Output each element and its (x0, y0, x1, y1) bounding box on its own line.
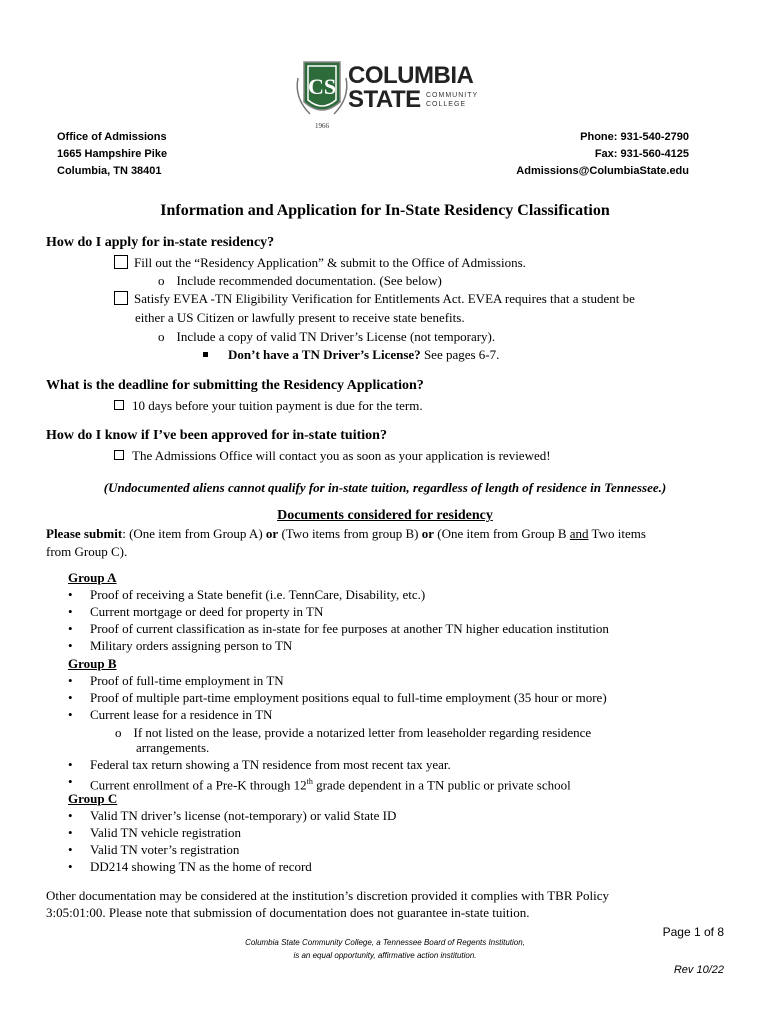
undocumented-notice: (Undocumented aliens cannot qualify for in-state tuition, regardless of length of residence in Tennessee.) (103, 480, 667, 495)
svg-text:1966: 1966 (315, 122, 329, 130)
checkbox-icon[interactable] (114, 450, 124, 460)
page-number: Page 1 of 8 (662, 925, 724, 939)
revision-date: Rev 10/22 (673, 964, 724, 976)
question-apply-heading: How do I apply for in-state residency? (46, 235, 275, 250)
list-item: • Military orders assigning person to TN (90, 637, 609, 654)
list-item: • Valid TN vehicle registration (90, 824, 396, 841)
page-title: Information and Application for In-State Residency Classification (160, 202, 610, 219)
address-city: Columbia, TN 38401 (57, 165, 162, 177)
question-deadline-heading: What is the deadline for submitting the Residency Application? (46, 378, 424, 393)
contact-phone: Phone: 931-540-2790 (580, 131, 689, 143)
apply-step-evea-cont: either a US Citizen or lawfully present to receive state benefits. (135, 310, 465, 325)
group-c-title: Group C (68, 791, 118, 806)
list-item: • Proof of full-time employment in TN (90, 672, 607, 689)
apply-step-no-license: Don’t have a TN Driver’s License? See pages 6-7. (203, 346, 499, 363)
list-item: • Current lease for a residence in TN (90, 706, 607, 723)
circle-bullet-icon: o (158, 273, 165, 288)
contact-fax: Fax: 931-560-4125 (594, 148, 689, 160)
group-a-list (90, 586, 609, 654)
svg-text:CS: CS (307, 74, 337, 99)
apply-step-license: o Include a copy of valid TN Driver’s License (not temporary). (158, 329, 496, 344)
other-documentation-line-1: Other documentation may be considered at the institution’s discretion provided it complies with TBR Policy (46, 888, 609, 903)
contact-email[interactable]: Admissions@ColumbiaState.edu (516, 165, 689, 177)
please-submit-line-2: from Group C). (46, 544, 128, 559)
apply-step-application: Fill out the “Residency Application” & submit to the Office of Admissions. (114, 254, 526, 271)
logo-wordmark-state: STATE (348, 86, 421, 113)
documents-heading: Documents considered for residency (277, 508, 493, 523)
list-item: • Current enrollment of a Pre-K through 12th grade dependent in a TN public or private school (90, 773, 571, 793)
checkbox-icon[interactable] (114, 400, 124, 410)
group-b-title: Group B (68, 656, 117, 671)
deadline-answer: 10 days before your tuition payment is due for the term. (114, 397, 423, 414)
contact-block (516, 129, 689, 180)
please-submit-line: Please submit: (One item from Group A) or (Two items from group B) or (One item from Group B and Two items (46, 526, 646, 541)
address-street: 1665 Hampshire Pike (57, 148, 168, 160)
apply-step-documentation: o Include recommended documentation. (See below) (158, 273, 442, 288)
list-item: • Proof of receiving a State benefit (i.e. TennCare, Disability, etc.) (90, 586, 609, 603)
logo-sub-college: COLLEGE (426, 101, 467, 108)
group-c-list (90, 807, 396, 875)
footer-equal-opportunity-line: is an equal opportunity, affirmative action institution. (293, 951, 477, 960)
footer-institution-line: Columbia State Community College, a Tennessee Board of Regents Institution, (245, 938, 525, 947)
question-approval-heading: How do I know if I’ve been approved for in-state tuition? (46, 428, 387, 443)
group-a-title: Group A (68, 570, 117, 585)
logo-sub-community: COMMUNITY (426, 92, 479, 99)
square-bullet-icon (203, 352, 208, 357)
group-b-lease-subitem: o If not listed on the lease, provide a notarized letter from leaseholder regarding residence (115, 725, 592, 740)
address-block (57, 129, 167, 180)
apply-step-evea: Satisfy EVEA -TN Eligibility Verification for Entitlements Act. EVEA requires that a student be (114, 290, 635, 307)
list-item: • Current mortgage or deed for property in TN (90, 603, 609, 620)
checkbox-icon[interactable] (114, 291, 128, 305)
logo-wordmark-columbia: COLUMBIA (348, 62, 474, 89)
list-item: • DD214 showing TN as the home of record (90, 858, 396, 875)
approval-answer: The Admissions Office will contact you as soon as your application is reviewed! (114, 447, 551, 464)
checkbox-icon[interactable] (114, 255, 128, 269)
group-b-lease-subitem-cont: arrangements. (136, 740, 210, 755)
list-item: • Valid TN driver’s license (not-temporary) or valid State ID (90, 807, 396, 824)
circle-bullet-icon: o (115, 725, 122, 740)
address-office: Office of Admissions (57, 131, 167, 143)
list-item: • Federal tax return showing a TN residence from most recent tax year. (90, 756, 571, 773)
list-item: • Proof of multiple part-time employment positions equal to full-time employment (35 hour or more) (90, 689, 607, 706)
college-logo (290, 48, 490, 132)
list-item: • Valid TN voter’s registration (90, 841, 396, 858)
group-b-list (90, 672, 607, 723)
other-documentation-line-2: 3:05:01:00. Please note that submission of documentation does not guarantee in-state tuition. (46, 905, 530, 920)
list-item: • Proof of current classification as in-state for fee purposes at another TN higher education institution (90, 620, 609, 637)
college-seal-icon (290, 48, 354, 132)
circle-bullet-icon: o (158, 329, 165, 344)
group-b-list-cont (90, 756, 571, 793)
